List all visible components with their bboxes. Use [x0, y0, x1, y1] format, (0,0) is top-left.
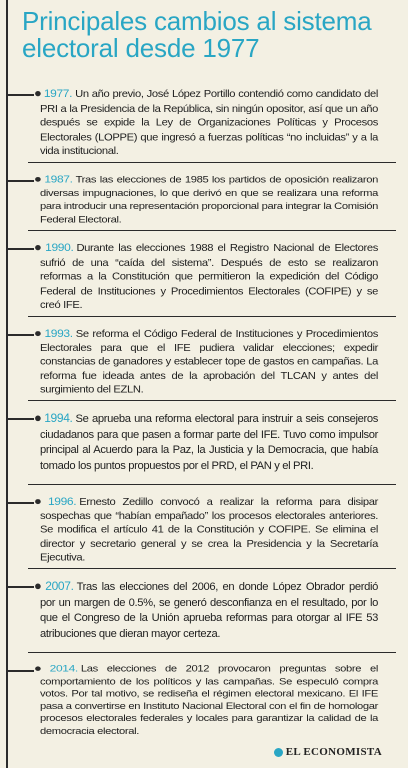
- timeline-dash: [6, 248, 34, 250]
- entry-body: Tras las elecciones de 1985 los partidos de oposición realizaron diversas impugnaciones, lo que derivó en que se realizara una reforma para introducir una representación proporcional para integrar la Comisión Federal Electoral.: [40, 174, 378, 226]
- entry-body: Un año previo, José López Portillo contendió como candidato del PRI a la Presidencia de la República, sin ningún opositor, así que un año después se expide la Ley de Organizaciones Políticas y Procesos Electorales (LOPPE) que ingresó a fuerzas políticas “no incluidas” y a la vida institucional.: [40, 88, 378, 158]
- entry-divider: [28, 316, 396, 317]
- entry-divider: [28, 400, 396, 401]
- entry-body: Durante las elecciones 1988 el Registro Nacional de Electores sufrió de una “caída del sistema”. Después de esto se realizaron reformas a la Constitución que permitieron la expedición del Código Federal de Instituciones y Procedimientos Electorales (COFIPE) y se creó IFE.: [40, 242, 378, 312]
- timeline-dash: [6, 94, 34, 96]
- timeline-dash: [6, 418, 34, 420]
- entry-year: 1977.: [43, 86, 73, 100]
- entry-body: Se reforma el Código Federal de Instituciones y Procedimientos Electorales para que el IFE pudiera validar elecciones; expedir constancias de ganadores y establecer tope de gastos en campañas. La reforma fue ideada antes de la aprobación del TLCAN y antes del surgimiento del EZLN.: [40, 328, 378, 396]
- entry-divider: [28, 652, 396, 653]
- entry-text: [34, 494, 378, 566]
- bullet-icon: ●: [34, 410, 43, 425]
- timeline-dash: [6, 670, 34, 672]
- entry-divider: [28, 230, 396, 231]
- entry-body: Ernesto Zedillo convocó a realizar la reforma para disipar sospechas que “habían empañado” los procesos electorales anteriores. Se modifica el artículo 41 de la Constitución y COFIPE. Se elimina el director y secretario general y se crea la Presidencia y la Secretaría Ejecutiva.: [40, 496, 378, 564]
- bullet-icon: ●: [34, 326, 43, 340]
- entry-text: [34, 410, 378, 474]
- bullet-icon: ●: [34, 240, 44, 254]
- entry-year: 1987.: [44, 172, 73, 185]
- entry-text: [34, 326, 378, 398]
- logo-text: EL ECONOMISTA: [285, 746, 382, 758]
- entry-text: [34, 172, 378, 227]
- logo-mark-icon: [274, 748, 283, 757]
- entry-body: Tras las elecciones del 2006, en donde López Obrador perdió por un margen de 0.5%, se generó desconfianza en el resultado, por lo que el Congreso de la Unión aprueba reformas para otorgar al IFE 53 atribuciones que dieran mayor certeza.: [40, 581, 378, 640]
- bullet-icon: ●: [34, 86, 42, 100]
- entry-year: 1996.: [47, 494, 77, 508]
- entry-text: [34, 86, 378, 160]
- entry-text: [34, 240, 378, 314]
- entry-divider: [28, 568, 396, 569]
- entry-text: [34, 578, 378, 642]
- entry-divider: [28, 162, 396, 163]
- entry-year: 2014.: [49, 662, 78, 674]
- entry-body: Las elecciones de 2012 provocaron preguntas sobre el comportamiento de los políticos y las campañas. Se especuló compra votos. Por tal motivo, se rediseña el régimen electoral mexicano. El IFE pasa a convertirse en Instituto Nacional Electoral con el fin de homologar procesos electorales federales y locales para garantizar la calidad de la democracia electoral.: [40, 664, 378, 737]
- bullet-icon: ●: [34, 578, 44, 593]
- entry-year: 1994.: [44, 411, 73, 425]
- timeline-dash: [6, 334, 34, 336]
- page-title: Principales cambios al sistema electoral desde 1977: [22, 6, 372, 63]
- entry-year: 1990.: [45, 240, 74, 254]
- bullet-icon: ●: [34, 494, 46, 508]
- entry-divider: [28, 484, 396, 485]
- entry-body: Se aprueba una reforma electoral para instruir a seis consejeros ciudadanos para que pasen a formar parte del IFE. Tuvo como impulsor principal al Acuerdo para la Paz, la Justicia y la Democracia, que había tomado los puntos propuestos por el PRD, el PAN y el PRI.: [40, 413, 378, 472]
- bullet-icon: ●: [34, 172, 43, 185]
- publisher-logo: [274, 746, 382, 758]
- timeline-dash: [6, 180, 34, 182]
- entry-year: 1993.: [44, 326, 73, 340]
- timeline-dash: [6, 502, 34, 504]
- timeline-line: [6, 0, 8, 768]
- bullet-icon: ●: [34, 662, 48, 674]
- timeline-dash: [6, 586, 34, 588]
- entry-text: [34, 662, 378, 738]
- entry-year: 2007.: [45, 579, 74, 593]
